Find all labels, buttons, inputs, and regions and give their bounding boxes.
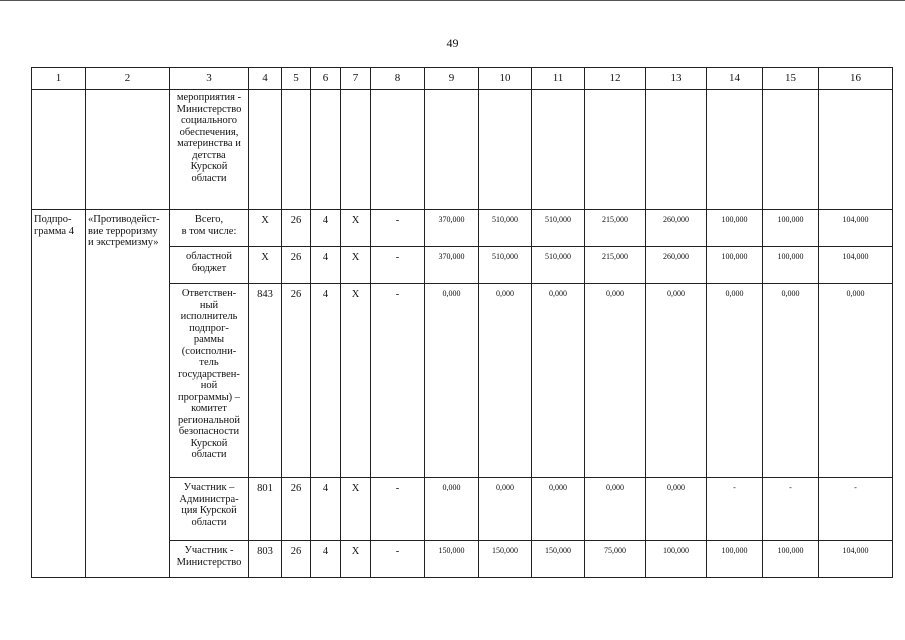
cell-executor (170, 541, 249, 578)
cell-value: 100,000 (646, 541, 707, 578)
cell-value: 150,000 (532, 541, 585, 578)
cell-code: 26 (282, 284, 311, 478)
cell-value: 370,000 (425, 210, 479, 247)
cell-value: 150,000 (479, 541, 532, 578)
cell-value: 260,000 (646, 210, 707, 247)
cell-value: 0,000 (425, 284, 479, 478)
cell-value: 215,000 (585, 247, 646, 284)
cell-code: - (371, 478, 425, 541)
cell-code (341, 90, 371, 210)
cell-executor (170, 210, 249, 247)
cell-value: 0,000 (532, 478, 585, 541)
cell-name (86, 90, 170, 210)
cell-code: - (371, 247, 425, 284)
cell-code: 4 (311, 210, 341, 247)
header-cell: 10 (479, 68, 532, 90)
header-cell: 11 (532, 68, 585, 90)
budget-table (31, 67, 893, 578)
cell-code: Х (341, 247, 371, 284)
header-cell: 3 (170, 68, 249, 90)
header-cell: 13 (646, 68, 707, 90)
cell-code: - (371, 541, 425, 578)
cell-executor (170, 478, 249, 541)
header-cell: 14 (707, 68, 763, 90)
cell-code (282, 90, 311, 210)
cell-value (646, 90, 707, 210)
cell-code: Х (341, 284, 371, 478)
cell-name (86, 210, 170, 578)
cell-value (763, 90, 819, 210)
cell-code: 26 (282, 210, 311, 247)
header-cell: 15 (763, 68, 819, 90)
cell-code: 26 (282, 541, 311, 578)
cell-value: 0,000 (646, 284, 707, 478)
cell-value: 260,000 (646, 247, 707, 284)
cell-level (32, 90, 86, 210)
cell-value: 75,000 (585, 541, 646, 578)
cell-value: 0,000 (585, 284, 646, 478)
cell-executor (170, 284, 249, 478)
cell-value: 100,000 (707, 210, 763, 247)
executor-text: Всего, в том числе: (181, 214, 237, 237)
executor-text: Участник – Администра- ция Курской области (179, 482, 239, 528)
executor-text: Участник - Министерство (176, 545, 242, 568)
cell-value: 370,000 (425, 247, 479, 284)
header-cell: 9 (425, 68, 479, 90)
cell-value (425, 90, 479, 210)
cell-grbs: Х (249, 210, 282, 247)
page-number: 49 (446, 36, 459, 50)
cell-code: 26 (282, 247, 311, 284)
cell-value: - (763, 478, 819, 541)
cell-grbs: 801 (249, 478, 282, 541)
cell-value: 0,000 (532, 284, 585, 478)
cell-value: 100,000 (763, 247, 819, 284)
executor-text: мероприятия - Министерство социального обеспечения, материнства и детства Курской области (176, 92, 242, 184)
cell-level (32, 210, 86, 578)
cell-value: 100,000 (707, 541, 763, 578)
cell-value: 0,000 (819, 284, 893, 478)
cell-value (707, 90, 763, 210)
cell-code: 4 (311, 247, 341, 284)
cell-executor (170, 90, 249, 210)
cell-value (479, 90, 532, 210)
cell-code (371, 90, 425, 210)
cell-code: 26 (282, 478, 311, 541)
cell-value: 0,000 (763, 284, 819, 478)
executor-text: областной бюджет (186, 251, 232, 274)
cell-code: Х (341, 478, 371, 541)
cell-value: 104,000 (819, 541, 893, 578)
header-cell: 2 (86, 68, 170, 90)
cell-grbs: Х (249, 247, 282, 284)
cell-code: - (371, 284, 425, 478)
table-row (32, 90, 893, 210)
cell-code: - (371, 210, 425, 247)
cell-value: 510,000 (479, 247, 532, 284)
header-row (32, 68, 893, 90)
cell-value: 0,000 (585, 478, 646, 541)
cell-grbs: 803 (249, 541, 282, 578)
header-cell: 8 (371, 68, 425, 90)
executor-text: Ответствен- ный исполнитель подпрог- раммы (соисполни- тель государствен- ной программы) – комитет региональной безопасности Курской области (177, 288, 241, 460)
cell-value: 0,000 (479, 284, 532, 478)
cell-value: 215,000 (585, 210, 646, 247)
header-cell: 16 (819, 68, 893, 90)
header-cell: 1 (32, 68, 86, 90)
cell-value: - (819, 478, 893, 541)
cell-value: 510,000 (532, 210, 585, 247)
cell-value: 0,000 (479, 478, 532, 541)
top-border-line (0, 0, 905, 1)
cell-value: 100,000 (707, 247, 763, 284)
header-cell: 5 (282, 68, 311, 90)
cell-code: 4 (311, 541, 341, 578)
cell-value: - (707, 478, 763, 541)
cell-grbs (249, 90, 282, 210)
header-cell: 4 (249, 68, 282, 90)
cell-value: 0,000 (646, 478, 707, 541)
cell-code: 4 (311, 284, 341, 478)
cell-value: 104,000 (819, 210, 893, 247)
cell-value: 100,000 (763, 210, 819, 247)
cell-value: 510,000 (479, 210, 532, 247)
cell-value: 0,000 (425, 478, 479, 541)
cell-value (532, 90, 585, 210)
cell-value (819, 90, 893, 210)
cell-value: 104,000 (819, 247, 893, 284)
cell-code: Х (341, 541, 371, 578)
cell-value: 0,000 (707, 284, 763, 478)
subprogram-label: Подпро- грамма 4 (34, 214, 74, 237)
cell-executor (170, 247, 249, 284)
cell-code: Х (341, 210, 371, 247)
header-cell: 12 (585, 68, 646, 90)
header-cell: 7 (341, 68, 371, 90)
cell-value: 150,000 (425, 541, 479, 578)
table-row (32, 210, 893, 247)
cell-value: 100,000 (763, 541, 819, 578)
header-cell: 6 (311, 68, 341, 90)
cell-value (585, 90, 646, 210)
cell-code: 4 (311, 478, 341, 541)
cell-value: 510,000 (532, 247, 585, 284)
subprogram-name: «Противодейст- вие терроризму и экстремизму» (88, 214, 160, 248)
cell-code (311, 90, 341, 210)
cell-grbs: 843 (249, 284, 282, 478)
